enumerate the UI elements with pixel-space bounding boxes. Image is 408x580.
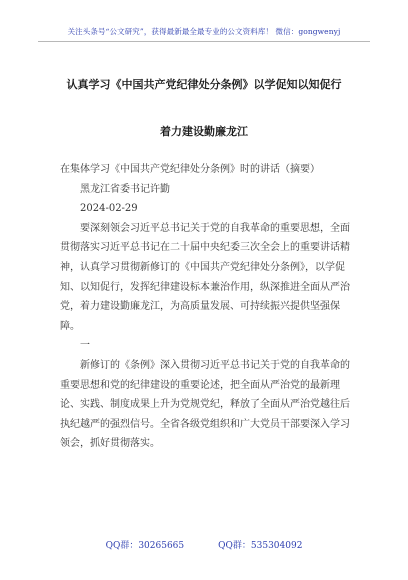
section-marker: 一 [80, 340, 90, 352]
header-banner: 关注头条号“公文研究”，获得最新最全最专业的公文资料库！ 微信：gongwenyj [67, 27, 341, 36]
header-divider [38, 41, 370, 42]
footer-qq-group-1: QQ群：30265665 [105, 541, 185, 551]
date-line: 2024-02-29 [80, 203, 138, 215]
speech-subtitle: 在集体学习《中国共产党纪律处分条例》时的讲话（摘要） [60, 164, 320, 175]
footer-qq-group-2: QQ群：535304092 [218, 541, 303, 551]
document-title-line2: 着力建设勤廉龙江 [160, 125, 248, 138]
paragraph-intro: 要深刻领会习近平总书记关于党的自我革命的重要思想，全面贯彻落实习近平总书记在二十届中央纪委三次全会上的重要讲话精神，认真学习贯彻新修订的《中国共产党纪律处分条例》，以学促知、以知促行，发挥纪律建设标本兼治作用，纵深推进全面从严治党，着力建设勤廉龙江，为高质量发展、可持续振兴提供坚强保障。 [60, 222, 350, 332]
author-line: 黑龙江省委书记许勤 [80, 183, 170, 195]
paragraph-section-one: 新修订的《条例》深入贯彻习近平总书记关于党的自我革命的重要思想和党的纪律建设的重要论述，把全面从严治党的最新理论、实践、制度成果上升为党规党纪，释放了全面从严治党越往后执纪越严的强烈信号。全省各级党组织和广大党员干部要深入学习领会，抓好贯彻落实。 [60, 359, 350, 450]
document-title: 认真学习《中国共产党纪律处分条例》以学促知以知促行 [66, 78, 342, 91]
document-body [60, 160, 352, 454]
footer-contact [0, 538, 408, 551]
